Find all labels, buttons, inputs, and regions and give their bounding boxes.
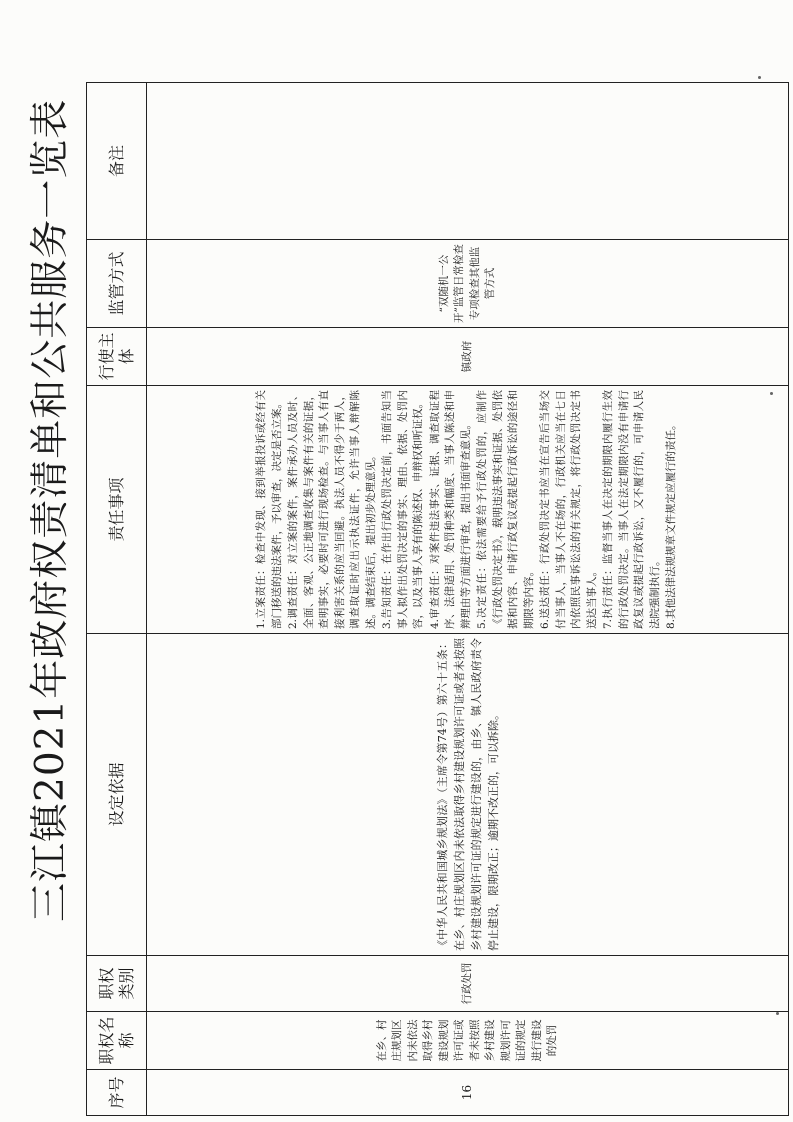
header-category: 职权类别 [87, 956, 147, 1012]
cell-remark [147, 83, 789, 240]
document-title: 三江镇2021年政府权责清单和公共服务一览表 [28, 98, 73, 922]
cell-name: 在乡、村庄规划区内未依法取得乡村建设规划许可证或者未按照乡村建设规划许可证的规定进行建设的处罚 [147, 1012, 789, 1070]
header-supervision: 监管方式 [87, 240, 147, 328]
cell-basis: 《中华人民共和国城乡规划法》（主席令第74号）第六十五条：在乡、村庄规划区内未依法取得乡村建设规划许可证或者未按照乡村建设规划许可证的规定进行建设的，由乡、镇人民政府责令停止建设，限期改正；逾期不改正的，可以拆除。 [147, 634, 789, 956]
responsibility-item: 2.调查责任：对立案的案件，案件承办人员及时、全面、客观、公正地调查收集与案件有关的证据，查明事实，必要时可进行现场检查。与当事人有直接利害关系的应当回避。执法人员不得少于两人，调查取证时应出示执法证件，允许当事人辩解陈述。调查结束后，提出初步处理意见。 [287, 390, 377, 629]
responsibility-item: 8.其他法律法规规章文件规定应履行的责任。 [665, 419, 678, 629]
responsibility-item: 6.送达责任：行政处罚决定书应当在宣告后当场交付当事人，当事人不在场的，行政机关应当在七日内依照民事诉讼法的有关规定，将行政处罚决定书送达当事人。 [539, 390, 598, 629]
header-basis: 设定依据 [87, 634, 147, 956]
header-remark: 备注 [87, 83, 147, 240]
cell-category: 行政处罚 [147, 956, 789, 1012]
responsibility-item: 3.告知责任：在作出行政处罚决定前，书面告知当事人拟作出处罚决定的事实、理由、依据、处罚内容，以及当事人享有的陈述权、申辩权和听证权。 [381, 390, 425, 629]
cell-supervision: “双随机一公开”监管日常检查专项检查其他监管方式 [147, 240, 789, 328]
header-name: 职权名称 [87, 1012, 147, 1070]
responsibility-item: 5.决定责任：依法需要给予行政处罚的，应制作《行政处罚决定书》，载明违法事实和证据、处罚依据和内容、申请行政复议或提起行政诉讼的途径和期限等内容。 [476, 390, 535, 629]
header-seq: 序号 [87, 1070, 147, 1116]
header-responsibility: 责任事项 [87, 386, 147, 634]
responsibility-item: 1.立案责任：检查中发现、接到举报投诉或经有关部门移送的违法案件，予以审查，决定是否立案。 [255, 390, 283, 629]
responsibility-item: 7.执行责任：监督当事人在决定的期限内履行生效的行政处罚决定。当事人在法定期限内没有申请行政复议或提起行政诉讼，又不履行的，可申请人民法院强制执行。 [602, 390, 661, 629]
cell-seq: 16 [147, 1070, 789, 1116]
header-subject: 行使主体 [87, 328, 147, 386]
table-header-row [87, 83, 147, 1116]
power-responsibility-table [86, 82, 789, 1116]
table-row [147, 83, 789, 1116]
cell-responsibility [147, 386, 789, 634]
responsibility-item: 4.审查责任：对案件违法事实、证据、调查取证程序、法律适用、处罚种类和幅度、当事人陈述和申辩理由等方面进行审查，提出书面审查意见。 [428, 390, 472, 629]
cell-subject: 镇政府 [147, 328, 789, 386]
